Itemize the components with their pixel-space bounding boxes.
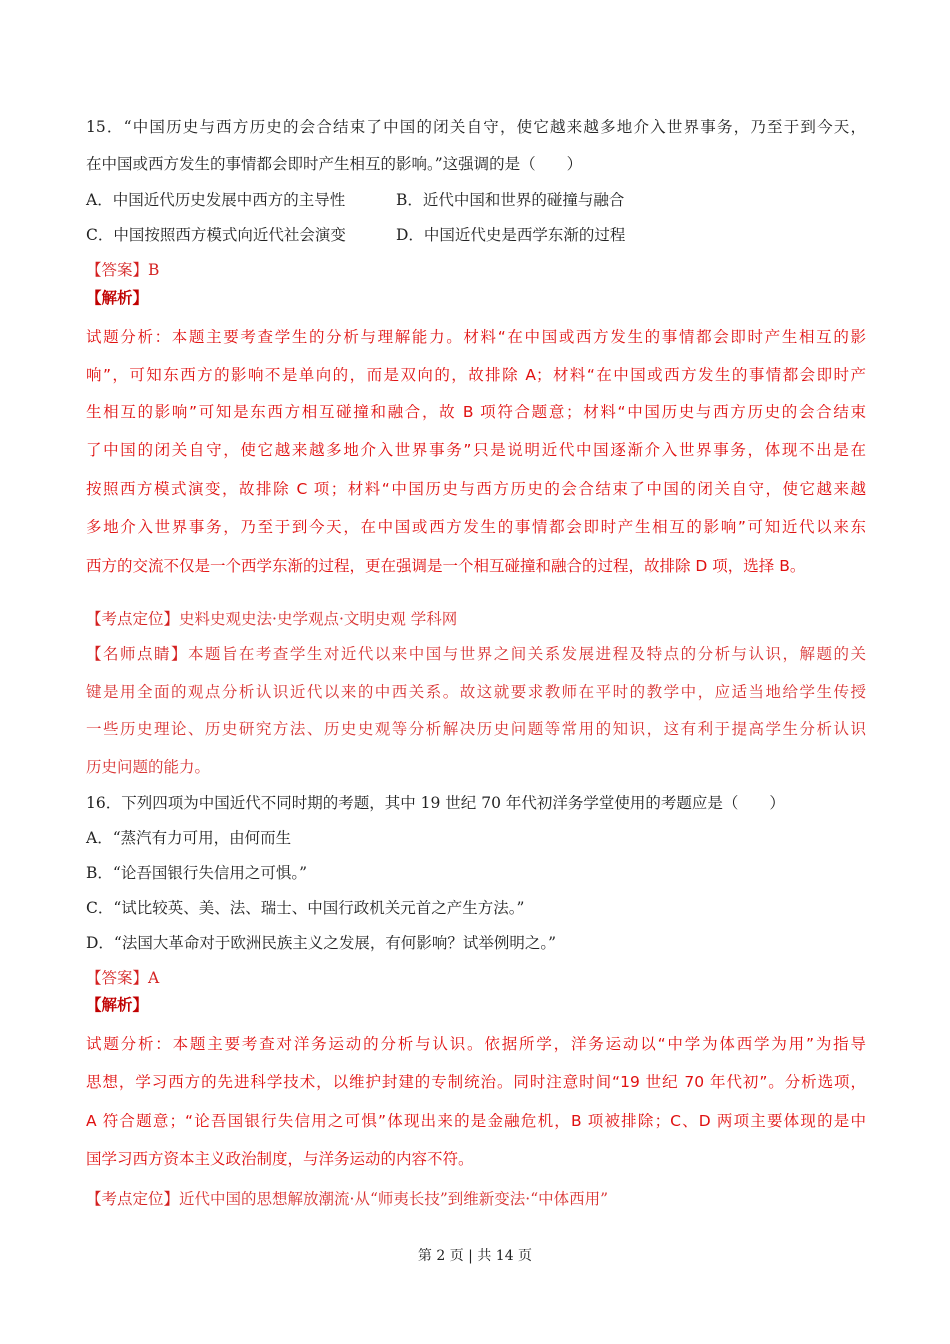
q15-tips-2: 键是用全面的观点分析认识近代以来的中西关系。故这就要求教师在平时的教学中，应适当地给学生传授 [86, 683, 866, 701]
q16-option-a: A．“蒸汽有力可用，由何而生 [86, 829, 292, 847]
q15-stem-1: 15．“中国历史与西方历史的会合结束了中国的闭关自守，使它越来越多地介入世界事务，乃至于到今天， [86, 118, 866, 136]
answer-value: A [148, 969, 160, 987]
answer-value: B [148, 261, 160, 279]
q16-analysis-1: 试题分析：本题主要考查对洋务运动的分析与认识。依据所学，洋务运动以“中学为体西学为用”为指导 [86, 1035, 866, 1053]
q15-analysis-3: 生相互的影响”可知是东西方相互碰撞和融合，故 B 项符合题意；材料“中国历史与西方历史的会合结束 [86, 403, 866, 421]
q15-option-d: D．中国近代史是西学东渐的过程 [396, 226, 626, 244]
q15-analysis-2: 响”，可知东西方的影响不是单向的，而是双向的，故排除 A；材料“在中国或西方发生的事情都会即时产 [86, 366, 866, 384]
q16-kaodian [86, 1189, 866, 1209]
tips-label: 【名师点睛】 [86, 645, 188, 663]
kaodian-text: 史料史观史法·史学观点·文明史观 学科网 [179, 610, 458, 628]
q15-analysis-5: 按照西方模式演变，故排除 C 项；材料“中国历史与西方历史的会合结束了中国的闭关自守，使它越来越 [86, 480, 866, 498]
page-footer: 第 2 页 | 共 14 页 [417, 1248, 533, 1264]
q16-option-c: C．“试比较英、美、法、瑞士、中国行政机关元首之产生方法。” [86, 899, 525, 917]
q15-tips-3: 一些历史理论、历史研究方法、历史史观等分析解决历史问题等常用的知识，这有利于提高学生分析认识 [86, 720, 866, 738]
q15-analysis-7: 西方的交流不仅是一个西学东渐的过程，更在强调是一个相互碰撞和融合的过程，故排除 D 项，选择 B。 [86, 557, 806, 575]
q16-analysis-label: 【解析】 [86, 996, 149, 1014]
q15-option-b: B．近代中国和世界的碰撞与融合 [396, 191, 625, 209]
q15-tips-4: 历史问题的能力。 [86, 758, 211, 776]
kaodian-label: 【考点定位】 [86, 1190, 180, 1208]
q16-option-d: D．“法国大革命对于欧洲民族主义之发展，有何影响？试举例明之。” [86, 934, 557, 952]
q15-kaodian [86, 609, 866, 629]
q16-stem: 16．下列四项为中国近代不同时期的考题，其中 19 世纪 70 年代初洋务学堂使用的考题应是（ ） [86, 794, 785, 812]
q16-analysis-4: 国学习西方资本主义政治制度，与洋务运动的内容不符。 [86, 1150, 474, 1168]
q16-analysis-2: 思想，学习西方的先进科学技术，以维护封建的专制统治。同时注意时间“19 世纪 70 年代初”。分析选项， [86, 1073, 866, 1091]
q15-tips-1 [86, 644, 866, 664]
q15-option-row-1 [86, 190, 866, 210]
q15-answer [86, 260, 866, 280]
tips-text: 本题旨在考查学生对近代以来中国与世界之间关系发展进程及特点的分析与认识，解题的关 [187, 645, 866, 663]
answer-label: 【答案】 [86, 261, 149, 279]
answer-label: 【答案】 [86, 969, 149, 987]
q15-option-a: A．中国近代历史发展中西方的主导性 [86, 191, 346, 209]
q15-analysis-4: 了中国的闭关自守，使它越来越多地介入世界事务”只是说明近代中国逐渐介入世界事务，体现不出是在 [86, 441, 866, 459]
q16-analysis-3: A 符合题意；“论吾国银行失信用之可惧”体现出来的是金融危机，B 项被排除；C、D 两项主要体现的是中 [86, 1112, 866, 1130]
q15-option-row-2 [86, 225, 866, 245]
q16-answer [86, 968, 866, 988]
q15-analysis-1: 试题分析：本题主要考查学生的分析与理解能力。材料“在中国或西方发生的事情都会即时产生相互的影 [86, 328, 866, 346]
q15-stem-2: 在中国或西方发生的事情都会即时产生相互的影响。”这强调的是（ ） [86, 155, 583, 173]
q15-option-c: C．中国按照西方模式向近代社会演变 [86, 226, 346, 244]
q15-analysis-label: 【解析】 [86, 289, 149, 307]
q16-option-b: B．“论吾国银行失信用之可惧。” [86, 864, 307, 882]
kaodian-text: 近代中国的思想解放潮流·从“师夷长技”到维新变法·“中体西用” [179, 1190, 609, 1208]
kaodian-label: 【考点定位】 [86, 610, 180, 628]
q15-analysis-6: 多地介入世界事务，乃至于到今天，在中国或西方发生的事情都会即时产生相互的影响”可知近代以来东 [86, 518, 866, 536]
